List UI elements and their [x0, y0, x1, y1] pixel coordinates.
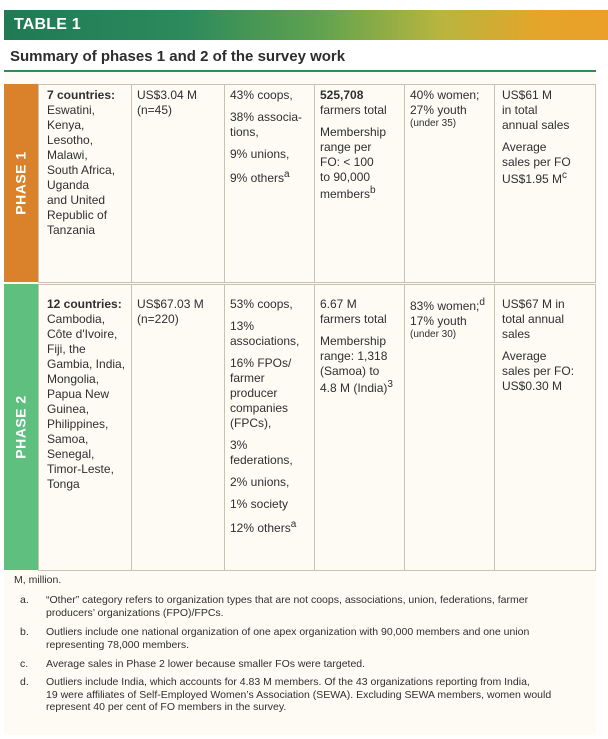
phase2-investment-cell	[131, 284, 225, 571]
women-text: 83% women;	[410, 299, 480, 313]
type-text: 9% others	[230, 171, 285, 185]
farmers-line: Membership	[320, 125, 387, 139]
note-line: “Other” category refers to organization types that are not coops, associations, union, federations, farmer	[46, 594, 529, 606]
country: Malawi,	[47, 148, 88, 162]
investment-amount: US$67.03 M	[137, 297, 204, 311]
sales-line: total annual	[502, 312, 565, 326]
note-letter: c.	[20, 658, 29, 670]
type-line: federations,	[230, 453, 293, 467]
country: Philippines,	[47, 417, 109, 431]
farmers-line: farmers total	[320, 103, 387, 117]
type-line: farmer	[230, 371, 265, 385]
note-text	[46, 626, 586, 651]
farmers-text: 4.8 M (India)	[320, 381, 388, 395]
type-line: tions,	[230, 125, 259, 139]
phase1-gender	[410, 88, 479, 130]
farmers-count: 525,708	[320, 88, 364, 102]
sales-line	[502, 170, 571, 187]
phase1-investment	[137, 88, 197, 118]
country: Guinea,	[47, 402, 90, 416]
sales-line: sales per FO	[502, 155, 571, 169]
country: Kenya,	[47, 118, 85, 132]
youth-age-note: (under 30)	[410, 329, 457, 340]
note-line: Outliers include India, which accounts for 4.83 M members. Of the 43 organizations reporting from India,	[46, 676, 530, 688]
type-line: 2% unions,	[230, 475, 290, 489]
type-line: 38% associa-	[230, 110, 303, 124]
phase2-types	[230, 297, 299, 536]
footnote-marker: c	[562, 170, 568, 181]
country: Mongolia,	[47, 372, 100, 386]
women-share: 40% women;	[410, 88, 480, 102]
table-title: TABLE 1	[14, 16, 81, 33]
phase2-gender	[410, 297, 485, 341]
country: Tonga	[47, 477, 80, 491]
sales-line: Average	[502, 349, 547, 363]
farmers-line: FO: < 100	[320, 155, 374, 169]
farmers-line: (Samoa) to	[320, 364, 380, 378]
youth-share: 17% youth	[410, 314, 467, 328]
footnote-marker: a	[290, 519, 297, 530]
farmers-count: 6.67 M	[320, 297, 357, 311]
phase1-types	[230, 88, 302, 186]
type-text: 12% others	[230, 521, 291, 535]
type-line: 53% coops,	[230, 297, 293, 311]
farmers-line	[320, 185, 387, 202]
table-title-bar	[4, 10, 608, 40]
phase2-label: PHASE 2	[13, 395, 30, 459]
phase2-investment	[137, 297, 204, 327]
note-line: represent 40 per cent of FO members in the survey.	[46, 701, 287, 713]
phase2-sales	[502, 297, 574, 394]
note-text	[46, 676, 586, 714]
note-line: Outliers include one national organization of one apex organization with 90,000 members and one union	[46, 626, 530, 638]
type-line	[230, 169, 302, 186]
footnote-marker: d	[479, 297, 485, 308]
sales-line: US$0.30 M	[502, 379, 563, 393]
type-line: 43% coops,	[230, 88, 293, 102]
footnote-marker: a	[284, 169, 290, 180]
note-line: producers’ organizations (FPO)/FPCs.	[46, 606, 224, 619]
country: Cambodia,	[47, 312, 106, 326]
phase1-label: PHASE 1	[13, 151, 30, 215]
country: Fiji, the	[47, 342, 86, 356]
note-abbreviation: M, million.	[14, 574, 62, 586]
farmers-line: range: 1,318	[320, 349, 388, 363]
country: Côte d'Ivoire,	[47, 327, 118, 341]
farmers-line: range per	[320, 140, 372, 154]
note-line: Average sales in Phase 2 lower because smaller FOs were targeted.	[46, 658, 366, 670]
table-subtitle: Summary of phases 1 and 2 of the survey work	[10, 48, 346, 65]
sample-size: (n=220)	[137, 312, 179, 326]
youth-age-note: (under 35)	[410, 118, 457, 129]
type-line: companies	[230, 401, 289, 415]
phase2-band	[4, 284, 38, 570]
phase1-band	[4, 84, 38, 282]
sales-line: US$67 M in	[502, 297, 565, 311]
sales-line: sales per FO:	[502, 364, 575, 378]
footnote-marker: 3	[387, 379, 393, 390]
country: South Africa,	[47, 163, 116, 177]
country: Samoa,	[47, 432, 89, 446]
youth-share: 27% youth	[410, 103, 467, 117]
investment-amount: US$3.04 M	[137, 88, 198, 102]
country: Eswatini,	[47, 103, 96, 117]
women-share	[410, 297, 485, 314]
country: Lesotho,	[47, 133, 94, 147]
country: and United	[47, 193, 106, 207]
type-line: 3%	[230, 438, 248, 452]
note-letter: a.	[20, 594, 29, 606]
sales-text: US$1.95 M	[502, 172, 563, 186]
country: Papua New	[47, 387, 110, 401]
country: Uganda	[47, 178, 90, 192]
phase2-farmers	[320, 297, 393, 396]
farmers-line: farmers total	[320, 312, 387, 326]
footnote-marker: b	[370, 185, 376, 196]
sales-line: annual sales	[502, 118, 570, 132]
note-letter: d.	[20, 676, 29, 688]
country: Senegal,	[47, 447, 95, 461]
country: Gambia, India,	[47, 357, 126, 371]
note-text	[46, 594, 586, 619]
type-line: producer	[230, 386, 278, 400]
sample-size: (n=45)	[137, 103, 173, 117]
phase1-countries	[47, 88, 115, 238]
country: Republic of	[47, 208, 108, 222]
sales-line: sales	[502, 327, 531, 341]
type-line: 1% society	[230, 497, 289, 511]
note-line: 19 were affiliates of Self-Employed Women’s Association (SEWA). Excluding SEWA members, women would	[46, 688, 552, 701]
type-line	[230, 519, 299, 536]
farmers-line: Membership	[320, 334, 387, 348]
phase1-farmers	[320, 88, 387, 202]
type-line: 9% unions,	[230, 147, 290, 161]
farmers-line	[320, 379, 393, 396]
sales-line: US$61 M	[502, 88, 553, 102]
type-line: 16% FPOs/	[230, 356, 292, 370]
type-line: (FPCs),	[230, 416, 272, 430]
note-line: representing 78,000 members.	[46, 638, 189, 651]
sales-line: in total	[502, 103, 538, 117]
phase1-sales	[502, 88, 571, 187]
phase1-country-count: 7 countries:	[47, 88, 116, 102]
note-text	[46, 658, 586, 671]
phase2-country-count: 12 countries:	[47, 297, 122, 311]
type-line: associations,	[230, 334, 300, 348]
country: Tanzania	[47, 223, 96, 237]
note-letter: b.	[20, 626, 29, 638]
country: Timor-Leste,	[47, 462, 114, 476]
sales-line: Average	[502, 140, 547, 154]
farmers-text: members	[320, 187, 371, 201]
farmers-line: to 90,000	[320, 170, 371, 184]
phase2-countries	[47, 297, 125, 492]
type-line: 13%	[230, 319, 255, 333]
